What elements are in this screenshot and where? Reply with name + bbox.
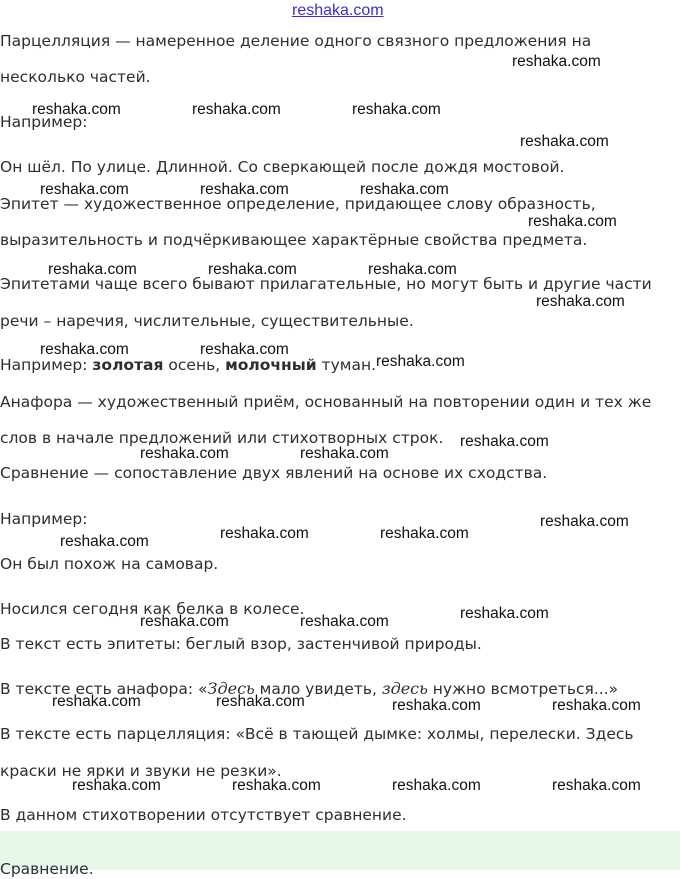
text-anaphora-suffix: нужно всмотреться...» [427,680,619,698]
watermark: reshaka.com [216,693,305,710]
watermark: reshaka.com [32,101,121,118]
watermark: reshaka.com [528,213,617,230]
watermark: reshaka.com [460,433,549,450]
watermark: reshaka.com [48,261,137,278]
watermark: reshaka.com [140,445,229,462]
watermark: reshaka.com [540,513,629,530]
watermark: reshaka.com [520,133,609,150]
text-anaphora-mid: мало увидеть, [254,680,382,698]
anaphora-word-2: здесь [381,679,428,698]
anaphora-word-1: Здесь [207,679,255,698]
watermark: reshaka.com [552,697,641,714]
watermark: reshaka.com [392,777,481,794]
epithet-parts-of-speech: Эпитетами чаще всего бывают прилагательные, но могут быть и другие части [0,275,652,293]
watermark: reshaka.com [140,613,229,630]
watermark: reshaka.com [192,101,281,118]
watermark: reshaka.com [300,445,389,462]
watermark: reshaka.com [208,261,297,278]
example-comparison-2: Носился сегодня как белка в колесе. [0,600,305,618]
watermark-top-link[interactable]: reshaka.com [292,2,384,19]
watermark: reshaka.com [536,293,625,310]
definition-epithet-cont: выразительность и подчёркивающее характёрные свойства предмета. [0,231,588,249]
watermark: reshaka.com [40,181,129,198]
example-epithet-bold-1: золотая [92,356,164,374]
example-label-2: Например: [0,510,88,528]
watermark: reshaka.com [52,693,141,710]
example-parcellation: Он шёл. По улице. Длинной. Со сверкающей после дождя мостовой. [0,158,565,176]
watermark: reshaka.com [380,525,469,542]
definition-parcellation: Парцелляция — намеренное деление одного связного предложения на [0,32,592,50]
text-parcellation-cont: краски не ярки и звуки не резки». [0,762,282,780]
definition-anaphora: Анафора — художественный приём, основанный на повторении один и тех же [0,393,652,411]
definition-anaphora-cont: слов в начале предложений или стихотворных строк. [0,429,444,447]
example-label: Например: [0,113,88,131]
example-comparison-1: Он был похож на самовар. [0,555,219,573]
watermark: reshaka.com [368,261,457,278]
text-no-comparison: В данном стихотворении отсутствует сравнение. [0,806,407,824]
answer-text: Сравнение. [0,859,94,878]
answer-highlight [0,831,680,870]
watermark: reshaka.com [512,53,601,70]
watermark: reshaka.com [360,181,449,198]
watermark: reshaka.com [60,533,149,550]
example-epithet-mid: осень, [163,356,226,374]
watermark: reshaka.com [460,605,549,622]
text-anaphora-prefix: В тексте есть анафора: « [0,680,208,698]
example-epithet-bold-2: молочный [225,356,317,374]
watermark: reshaka.com [200,341,289,358]
watermark: reshaka.com [352,101,441,118]
definition-comparison: Сравнение — сопоставление двух явлений на основе их сходства. [0,464,548,482]
example-epithet-prefix: Например: [0,356,93,374]
watermark: reshaka.com [392,697,481,714]
example-epithet-suffix: туман. [316,356,377,374]
epithet-parts-of-speech-cont: речи – наречия, числительные, существительные. [0,312,414,330]
watermark: reshaka.com [552,777,641,794]
watermark: reshaka.com [72,777,161,794]
watermark: reshaka.com [40,341,129,358]
watermark: reshaka.com [300,613,389,630]
watermark: reshaka.com [200,181,289,198]
definition-epithet: Эпитет — художественное определение, придающее слову образность, [0,195,596,213]
definition-parcellation-cont: несколько частей. [0,68,151,86]
text-parcellation: В тексте есть парцелляция: «Всё в тающей дымке: холмы, перелески. Здесь [0,725,634,743]
watermark: reshaka.com [232,777,321,794]
watermark: reshaka.com [220,525,309,542]
watermark: reshaka.com [376,353,465,370]
text-epithets: В текст есть эпитеты: беглый взор, застенчивой природы. [0,635,482,653]
